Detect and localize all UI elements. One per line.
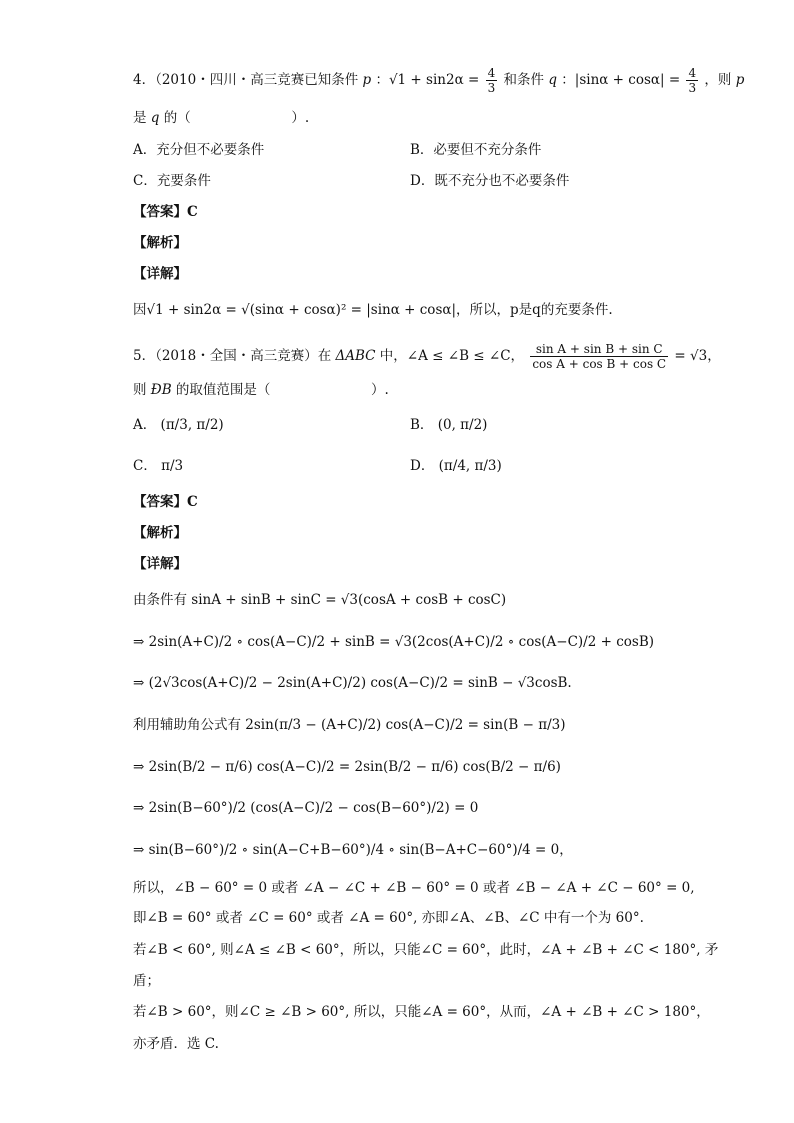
q4-analysis-heading: 【解析】: [133, 235, 187, 251]
q5-option-c: [133, 456, 183, 476]
q4-stem-prefix: 4．（2010・四川・高三竞赛已知条件: [133, 72, 359, 88]
q4-line2-is: 是: [133, 110, 147, 126]
q4-answer: 【答案】C: [133, 204, 198, 220]
q4-frac-num-2: 4: [688, 66, 697, 80]
q5-step-9: 即∠B = 60° 或者 ∠C = 60° 或者 ∠A = 60°, 亦即∠A、∠B、∠C 中有一个为 60°.: [133, 910, 644, 926]
q5-analysis-heading: 【解析】: [133, 525, 187, 541]
q5-step-5: ⇒ 2sin(B/2 − π/6) cos(A−C)/2 = 2sin(B/2 − π/6) cos(B/2 − π/6): [133, 759, 561, 775]
q5-step-10: 若∠B < 60°, 则∠A ≤ ∠B < 60°，所以，只能∠C = 60°，此时，∠A + ∠B + ∠C < 180°, 矛: [133, 942, 719, 958]
q5-option-d-label: D．: [410, 458, 435, 474]
q4-stem-line2: [133, 108, 309, 128]
q5-answer: 【答案】C: [133, 494, 198, 510]
q4-stem-line1: [133, 66, 744, 95]
q5-step-1: 由条件有 sinA + sinB + sinC = √3(cosA + cosB + cosC): [133, 592, 507, 608]
q5-step-12: 若∠B > 60°，则∠C ≥ ∠B > 60°, 所以，只能∠A = 60°，从而，∠A + ∠B + ∠C > 180°，: [133, 1004, 710, 1020]
q5-option-a-label: A．: [133, 417, 157, 433]
q5-stem-line1: [133, 342, 721, 371]
q5-step-6: ⇒ 2sin(B−60°)/2 (cos(A−C)/2 − cos(B−60°)/2) = 0: [133, 800, 479, 816]
q4-explanation: 因√1 + sin2α = √(sinα + cosα)² = |sinα + cosα|，所以，p是q的充要条件.: [133, 302, 613, 318]
q5-option-b-label: B．: [410, 417, 434, 433]
q5-option-b-expr: (0, π/2): [437, 417, 488, 433]
q5-line2-angle: ÐB: [150, 382, 172, 398]
q4-frac-den-1: 3: [487, 81, 496, 95]
q4-option-b: B．必要但不充分条件: [410, 142, 542, 158]
q5-option-d: [410, 456, 502, 476]
q4-detail-heading: 【详解】: [133, 266, 187, 282]
q5-option-a: [133, 415, 224, 435]
q5-stem-condition: 中，∠A ≤ ∠B ≤ ∠C，: [379, 348, 525, 364]
q5-option-a-expr: (π/3, π/2): [160, 417, 224, 433]
q5-option-b: [410, 415, 487, 435]
q5-step-3: ⇒ (2√3cos(A+C)/2 − 2sin(A+C)/2) cos(A−C)/2 = sinB − √3cosB.: [133, 675, 572, 691]
q4-symbol-p-2: p: [735, 72, 745, 88]
q4-symbol-p: p: [362, 72, 372, 88]
q5-step-2: ⇒ 2sin(A+C)/2 ∘ cos(A−C)/2 + sinB = √3(2cos(A+C)/2 ∘ cos(A−C)/2 + cosB): [133, 634, 655, 650]
q5-option-d-expr: (π/4, π/3): [438, 458, 502, 474]
q5-step-7: ⇒ sin(B−60°)/2 ∘ sin(A−C+B−60°)/4 ∘ sin(B−A+C−60°)/4 = 0，: [133, 842, 573, 858]
q5-triangle: ΔABC: [335, 348, 376, 364]
q4-line2-of: 的（: [163, 110, 191, 126]
q5-option-c-expr: π/3: [161, 458, 184, 474]
q5-detail-heading: 【详解】: [133, 556, 187, 572]
q4-equals: =: [467, 72, 480, 88]
q5-line2-then: 则: [133, 382, 147, 398]
q4-line2-close: ）.: [291, 110, 310, 126]
q5-line2-range: 的取值范围是（: [175, 382, 271, 398]
q4-option-c: C．充要条件: [133, 173, 211, 189]
q5-stem-prefix: 5．（2018・全国・高三竞赛）在: [133, 348, 332, 364]
q4-fraction-1: [486, 66, 498, 95]
q4-equals-2: =: [668, 72, 681, 88]
q4-condition-p: ：√1 + sin2α: [375, 72, 464, 88]
q4-condition-q: ：|sinα + cosα|: [561, 72, 665, 88]
q4-and-condition: 和条件: [503, 72, 545, 88]
q5-option-c-label: C．: [133, 458, 157, 474]
q4-symbol-q: q: [548, 72, 557, 88]
q4-frac-den-2: 3: [688, 81, 697, 95]
q5-stem-line2: [133, 380, 389, 400]
q4-line2-q: q: [150, 110, 160, 126]
q4-option-a: A．充分但不必要条件: [133, 142, 265, 158]
q5-step-11: 盾；: [133, 973, 160, 989]
q5-step-13: 亦矛盾．选 C.: [133, 1036, 219, 1052]
q4-option-d: D．既不充分也不必要条件: [410, 173, 570, 189]
q5-step-4: 利用辅助角公式有 2sin(π/3 − (A+C)/2) cos(A−C)/2 = sin(B − π/3): [133, 717, 566, 733]
q4-frac-num-1: 4: [487, 66, 496, 80]
q5-ratio-fraction: [530, 342, 668, 371]
q5-ratio-num: sin A + sin B + sin C: [530, 342, 668, 357]
q5-step-8: 所以，∠B − 60° = 0 或者 ∠A − ∠C + ∠B − 60° = 0 或者 ∠B − ∠A + ∠C − 60° = 0,: [133, 880, 695, 896]
q5-ratio-den: cos A + cos B + cos C: [532, 357, 667, 371]
q5-line2-close: ）.: [371, 382, 389, 398]
q5-ratio-equals: = √3，: [674, 348, 721, 364]
q4-fraction-2: [686, 66, 698, 95]
q4-then: ，则: [704, 72, 732, 88]
